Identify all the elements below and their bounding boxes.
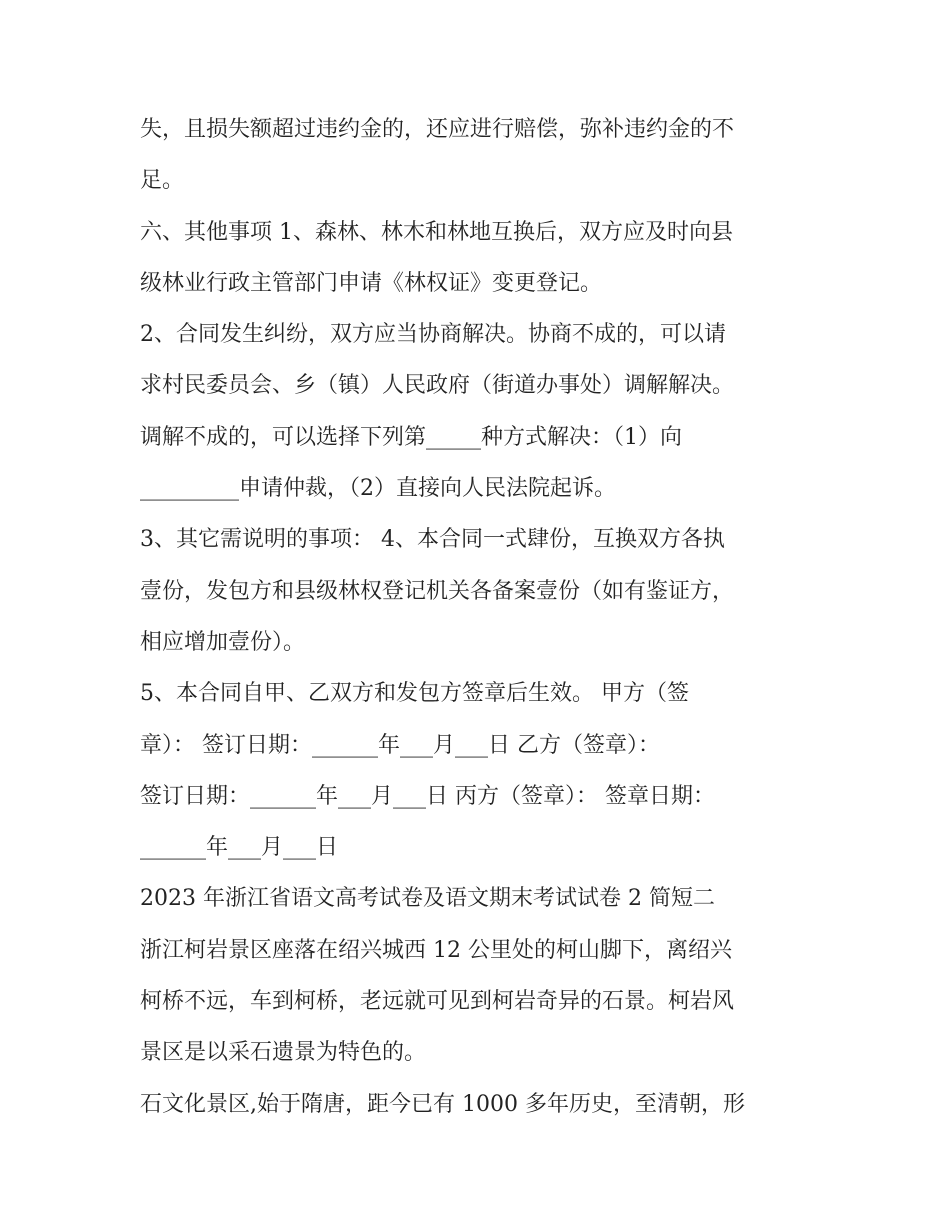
text-line: 2、合同发生纠纷，双方应当协商解决。协商不成的，可以请 <box>140 322 726 348</box>
text-line: 浙江柯岩景区座落在绍兴城西 12 公里处的柯山脚下，离绍兴 <box>140 937 732 963</box>
text-line: 签订日期：______年___月___日 丙方（签章）： 签章日期： <box>140 783 715 809</box>
text-line: 壹份，发包方和县级林权登记机关各备案壹份（如有鉴证方， <box>140 578 735 604</box>
text-line: 足。 <box>140 168 185 194</box>
text-line: 3、其它需说明的事项： 4、本合同一式肆份，互换双方各执 <box>140 527 725 553</box>
text-line: 相应增加壹份）。 <box>140 629 306 655</box>
text-line: _________申请仲裁，（2）直接向人民法院起诉。 <box>140 476 616 502</box>
text-line: 六、其他事项 1、森林、林木和林地互换后，双方应及时向县 <box>140 219 733 245</box>
text-line: 5、本合同自甲、乙双方和发包方签章后生效。 甲方（签 <box>140 681 689 707</box>
text-line: 求村民委员会、乡（镇）人民政府（街道办事处）调解解决。 <box>140 373 735 399</box>
text-line: 章）： 签订日期：______年___月___日 乙方（签章）： <box>140 732 660 758</box>
text-line: 石文化景区,始于隋唐，距今已有 1000 多年历史，至清朝，形 <box>140 1091 745 1117</box>
text-line: 2023 年浙江省语文高考试卷及语文期末考试试卷 2 简短二 <box>140 886 715 912</box>
text-line: 柯桥不远，车到柯桥，老远就可见到柯岩奇异的石景。柯岩风 <box>140 989 735 1015</box>
text-line: 景区是以采石遗景为特色的。 <box>140 1040 427 1066</box>
text-line: 级林业行政主管部门申请《林权证》变更登记。 <box>140 270 603 296</box>
document-body <box>140 104 820 1130</box>
text-line: 调解不成的，可以选择下列第_____种方式解决：（1）向 <box>140 424 682 450</box>
text-line: 失，且损失额超过违约金的，还应进行赔偿，弥补违约金的不 <box>140 117 735 142</box>
text-line: ______年___月___日 <box>140 835 339 861</box>
